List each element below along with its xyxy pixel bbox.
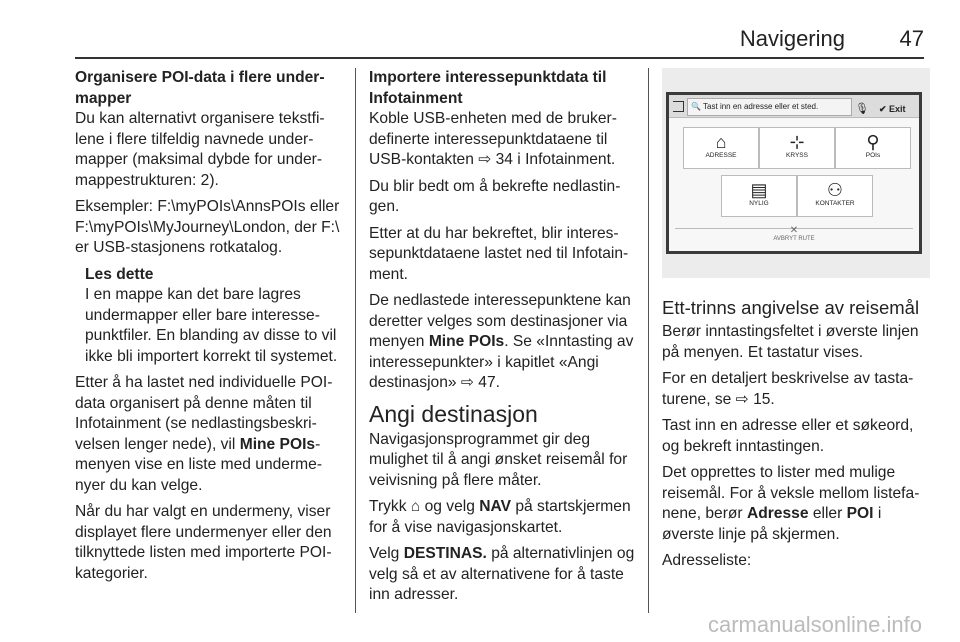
column-divider bbox=[355, 68, 356, 613]
paragraph: Berør inntastingsfeltet i øverste linjen på menyen. Et tastatur vises. bbox=[662, 323, 919, 361]
search-input[interactable]: 🔍 Tast inn en adresse eller et sted. bbox=[687, 98, 852, 116]
intersection-icon: ⊹ bbox=[789, 132, 805, 152]
column-1 bbox=[75, 68, 345, 590]
page-header bbox=[0, 0, 960, 60]
nylig-button[interactable]: ▤ NYLIG bbox=[721, 175, 797, 217]
voice-icon[interactable]: 🎙 bbox=[855, 103, 869, 115]
pin-icon: ⚲ bbox=[866, 132, 880, 152]
paragraph: Det opprettes to lister med mulige reisemål. For å veksle mellom listefanene, berør Adresse eller POI i øverste linje på skjermen. bbox=[662, 464, 920, 543]
column-divider bbox=[648, 68, 649, 613]
watermark: carmanualsonline.info bbox=[707, 612, 922, 637]
paragraph: Du blir bedt om å bekrefte nedlastingen. bbox=[369, 177, 621, 215]
column-2 bbox=[369, 68, 635, 612]
note-box bbox=[85, 265, 345, 368]
paragraph: Eksempler: F:\myPOIs\AnnsPOIs eller F:\myPOIs\MyJourney\London, der F:\ er USB-stasjonens rotkatalog. bbox=[75, 198, 340, 256]
subheading-import-poi: Importere interessepunktdata til Infotainment bbox=[369, 69, 607, 107]
paragraph: Tast inn en adresse eller et søkeord, og bekreft inntastingen. bbox=[662, 417, 914, 455]
adresse-button[interactable]: ⌂ ADRESSE bbox=[683, 127, 759, 169]
paragraph: Du kan alternativt organisere tekstfilene i flere tilfeldig navnede undermapper (maksimal dybde for undermappestrukturen: 2). bbox=[75, 110, 325, 189]
heading-angi-destinasjon: Angi destinasjon bbox=[369, 400, 538, 427]
page-number: 47 bbox=[899, 26, 924, 51]
paragraph: Trykk ⌂ og velg NAV på startskjermen for å vise navigasjonskartet. bbox=[369, 498, 631, 536]
cancel-route-button[interactable]: AVBRYT RUTE bbox=[773, 235, 815, 242]
paragraph: De nedlastede interessepunktene kan deretter velges som destinasjoner via menyen Mine POIs. Se «Inntasting av interessepunkter» i kapitlet «Angi destinasjon» ⇨ 47. bbox=[369, 292, 634, 391]
page-section-title: Navigering bbox=[739, 26, 845, 51]
paragraph: Etter at du har bekreftet, blir interessepunktdataene lastet ned til Infotainment. bbox=[369, 224, 629, 283]
paragraph: Velg DESTINAS. på alternativlinjen og velg så et av alternativene for å taste inn adresser. bbox=[369, 545, 635, 603]
note-title: Les dette bbox=[85, 265, 154, 283]
recent-icon: ▤ bbox=[750, 180, 768, 200]
screen-figure bbox=[662, 68, 930, 278]
header-rule bbox=[75, 57, 924, 59]
top-bar bbox=[669, 95, 919, 118]
paragraph: Adresseliste: bbox=[662, 552, 752, 569]
back-icon[interactable] bbox=[673, 101, 684, 112]
paragraph: Navigasjonsprogrammet gir deg mulighet til å angi ønsket reisemål for veivisning på flere måter. bbox=[369, 430, 628, 489]
screen-content bbox=[669, 95, 919, 251]
kontakter-button[interactable]: ⚇ KONTAKTER bbox=[797, 175, 873, 217]
subheading-organize-poi: Organisere POI-data i flere undermapper bbox=[75, 69, 325, 107]
paragraph: For en detaljert beskrivelse av tastaturene, se ⇨ 15. bbox=[662, 370, 914, 408]
exit-button[interactable]: ✔ Exit bbox=[879, 104, 906, 114]
paragraph: Etter å ha lastet ned individuelle POI-data organisert på denne måten til Infotainment (se nedlastingsbeskrivelsen lenger nede), vil Mine POIs-menyen vise en liste med undermenyer du kan velge. bbox=[75, 374, 333, 494]
close-icon[interactable]: ✕ bbox=[789, 224, 799, 236]
paragraph: Når du har valgt en undermeny, viser displayet flere undermenyer eller den tilknyttede listen med importerte POI-kategorier. bbox=[75, 503, 332, 582]
home-icon: ⌂ bbox=[715, 132, 727, 152]
contact-icon: ⚇ bbox=[826, 180, 844, 200]
column-3 bbox=[662, 68, 930, 578]
kryss-button[interactable]: ⊹ KRYSS bbox=[759, 127, 835, 169]
infotainment-screen bbox=[666, 92, 922, 254]
heading-ett-trinns: Ett-trinns angivelse av reisemål bbox=[662, 297, 920, 318]
pois-button[interactable]: ⚲ POIs bbox=[835, 127, 911, 169]
paragraph: Koble USB-enheten med de brukerdefinerte interessepunktdataene til USB-kontakten ⇨ 34 i Infotainment. bbox=[369, 110, 617, 168]
note-text: I en mappe kan det bare lagres undermapper eller bare interessepunktfiler. En blanding av disse to vil ikke bli importert korrekt til systemet. bbox=[85, 286, 338, 365]
